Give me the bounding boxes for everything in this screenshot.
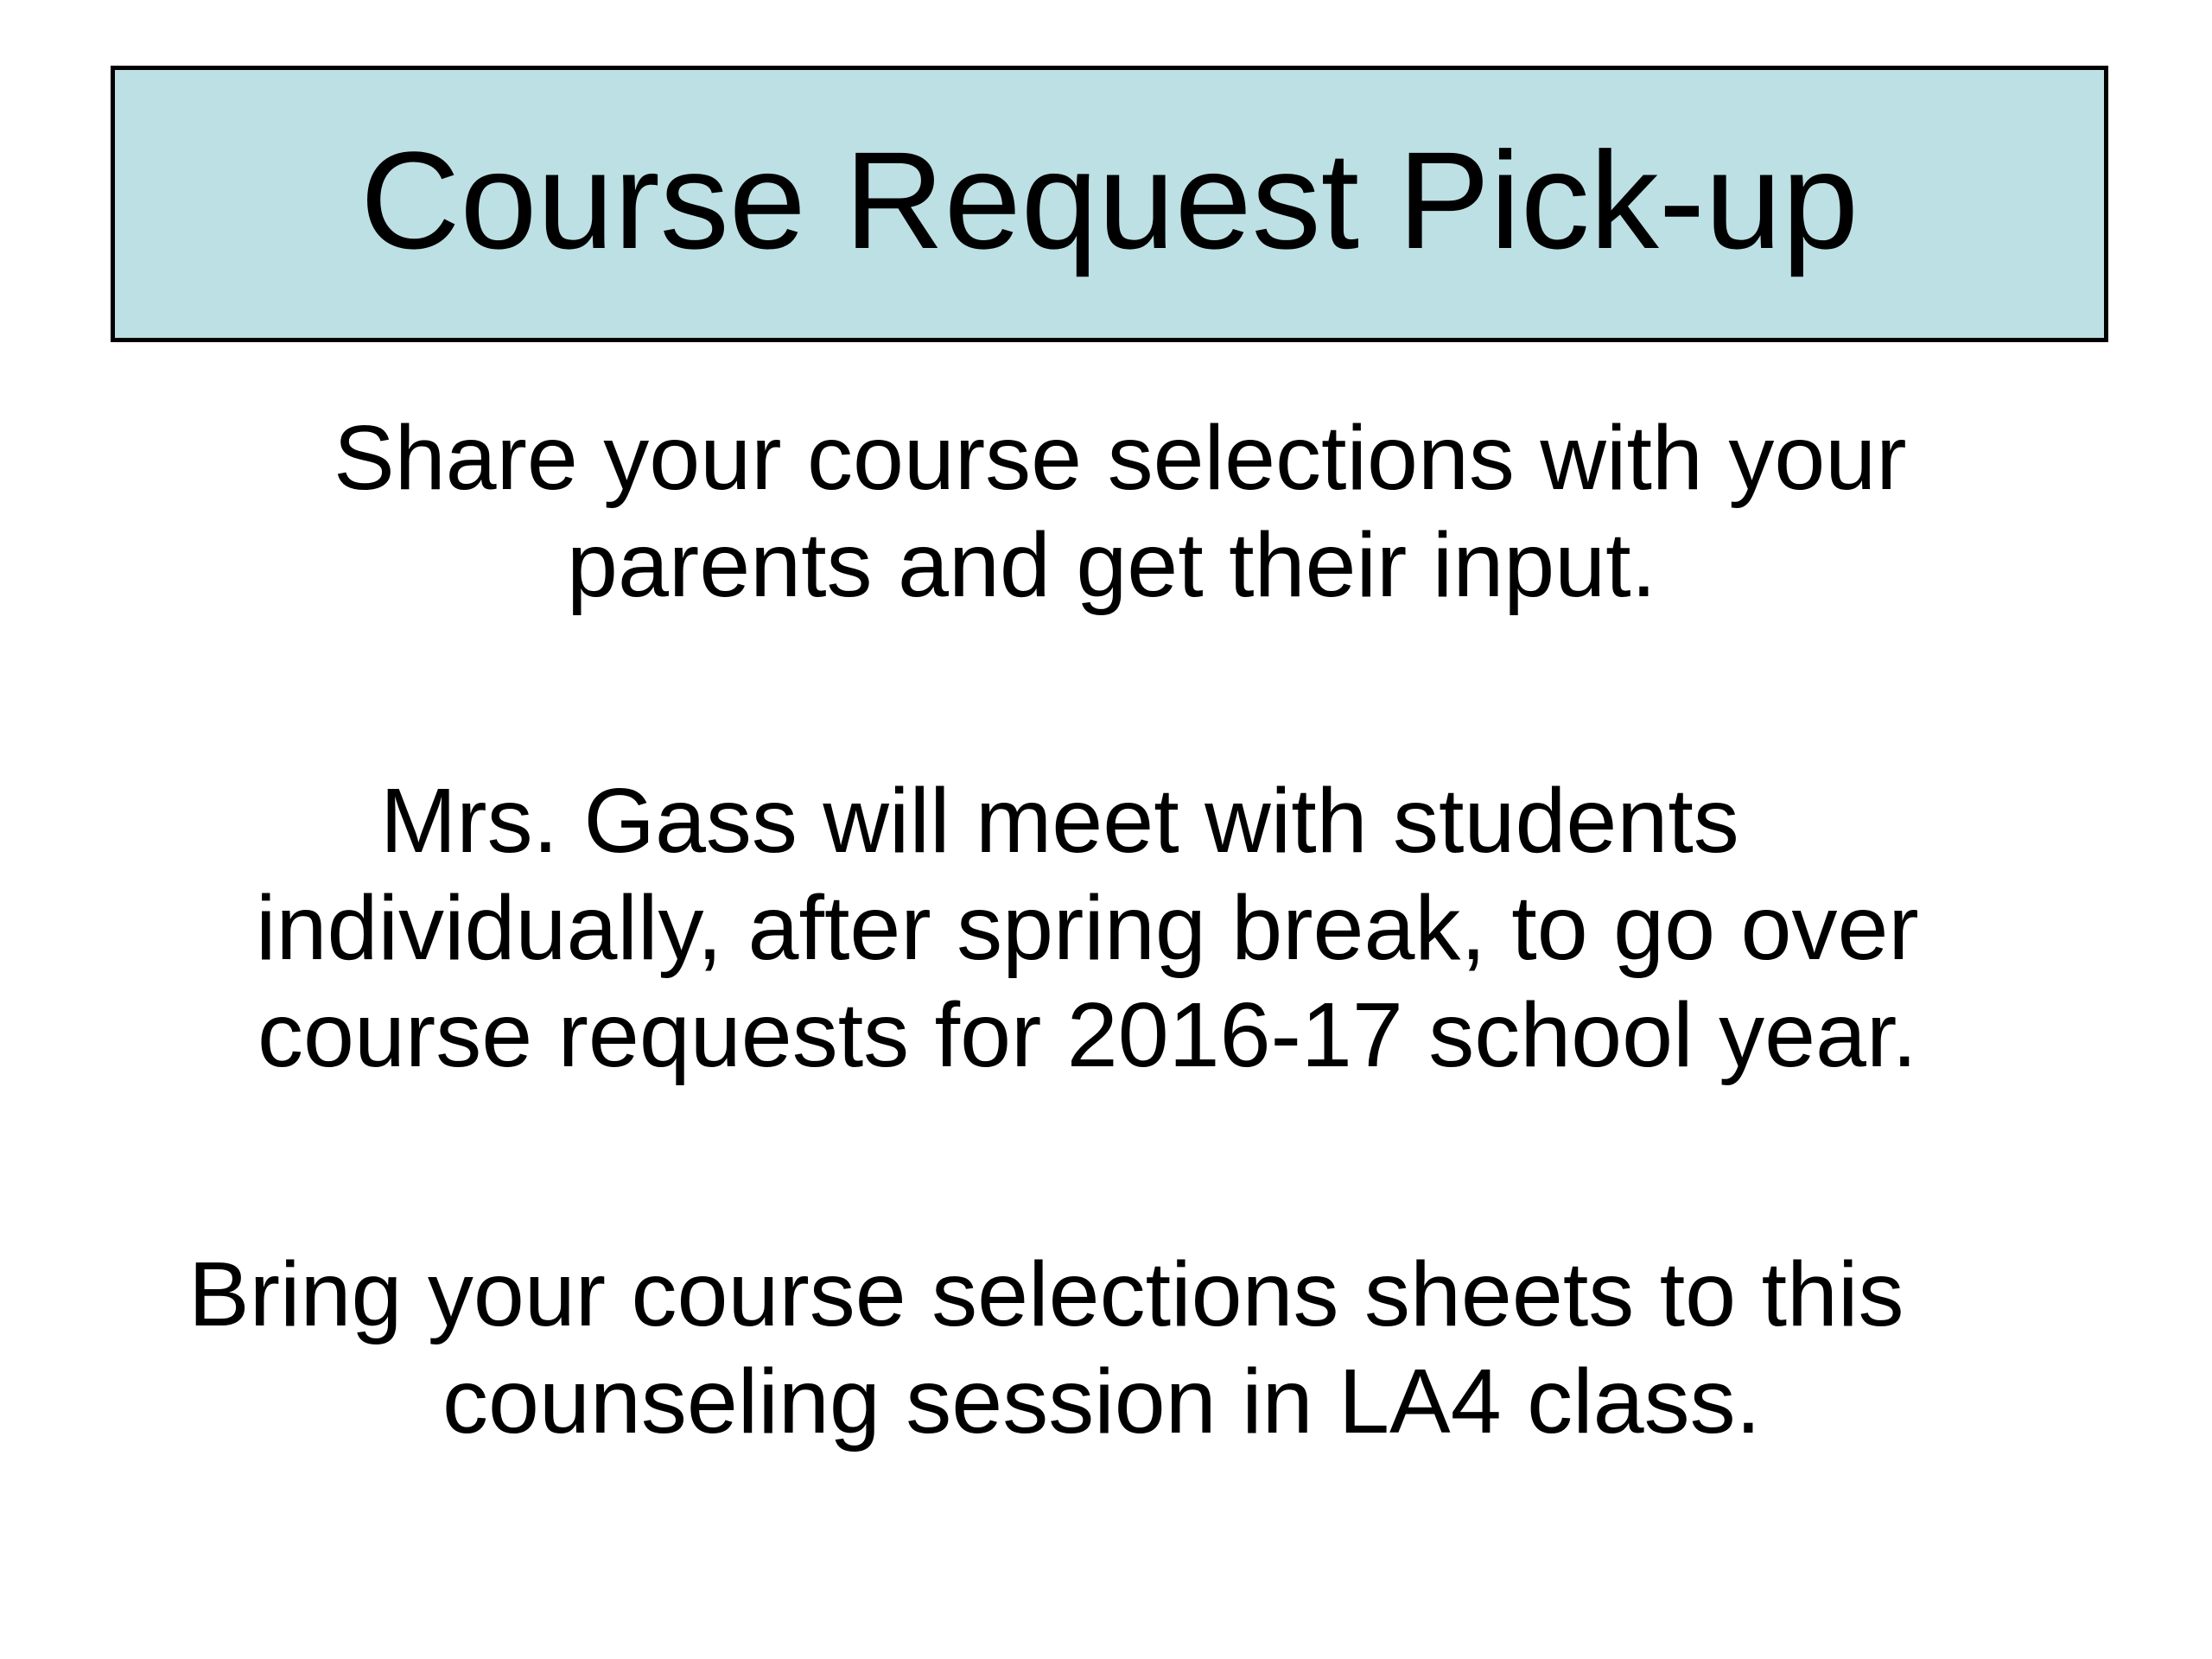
- title-box: [111, 66, 2108, 342]
- slide-title: Course Request Pick-up: [359, 123, 1859, 277]
- paragraph-bring-sheets: [0, 1241, 2212, 1455]
- paragraph-share-selections: [0, 404, 2212, 619]
- paragraph-line: course requests for 2016-17 school year.: [257, 984, 1917, 1086]
- paragraph-line: individually, after spring break, to go over: [256, 877, 1919, 979]
- paragraph-meeting-info: [0, 767, 2212, 1089]
- paragraph-line: Mrs. Gass will meet with students: [380, 770, 1739, 872]
- paragraph-line: Share your course selections with your: [334, 407, 1907, 509]
- paragraph-line: counseling session in LA4 class.: [442, 1351, 1762, 1452]
- paragraph-line: parents and get their input.: [567, 514, 1657, 616]
- paragraph-line: Bring your course selections sheets to this: [188, 1243, 1904, 1345]
